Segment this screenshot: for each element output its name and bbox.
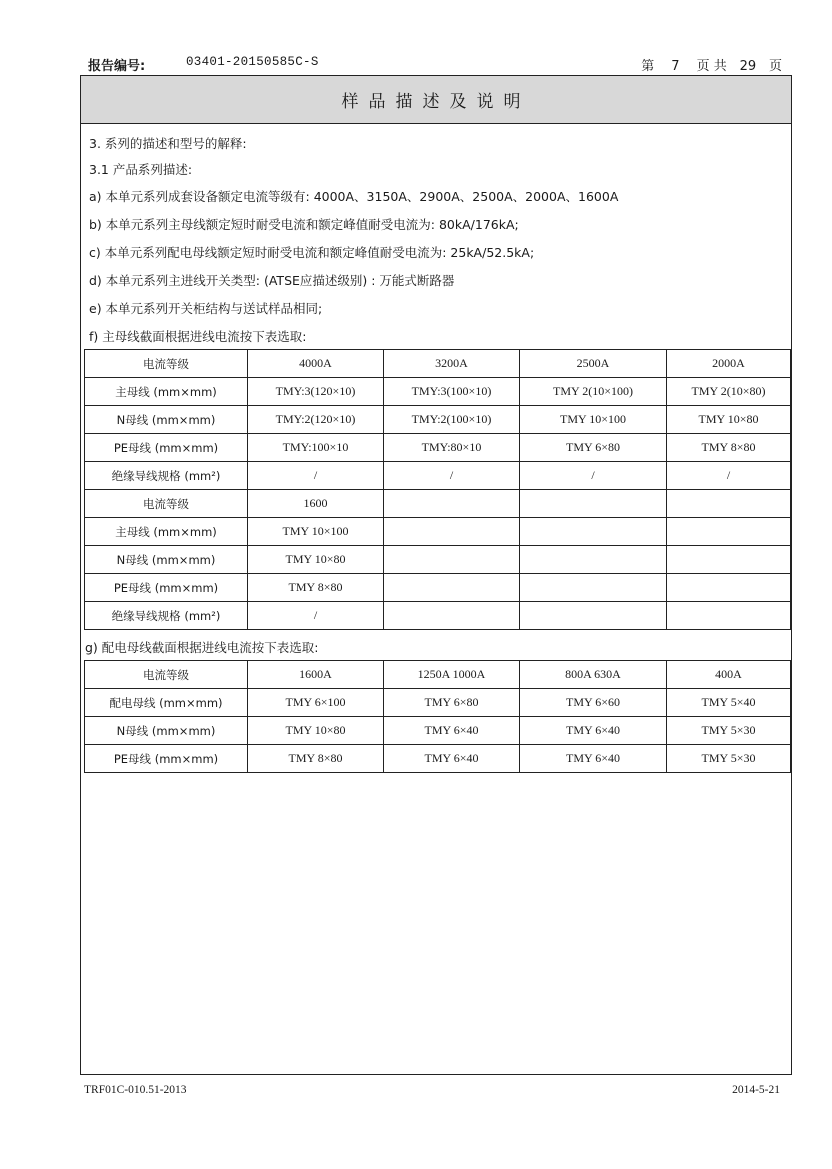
table-cell: TMY 5×30 bbox=[667, 717, 791, 745]
table-cell: 800A 630A bbox=[520, 661, 667, 689]
table-cell: TMY 6×100 bbox=[248, 689, 384, 717]
table-cell: / bbox=[520, 462, 667, 490]
item-e: e) 本单元系列开关柜结构与送试样品相同; bbox=[89, 301, 323, 316]
table-cell: TMY 6×80 bbox=[520, 434, 667, 462]
report-number: 03401-20150585C-S bbox=[186, 55, 319, 69]
row-label-cell: PE母线 (mm×mm) bbox=[85, 745, 248, 773]
table-cell bbox=[520, 546, 667, 574]
table-cell: TMY:2(120×10) bbox=[248, 406, 384, 434]
main-busbar-table bbox=[84, 349, 791, 630]
report-number-label: 报告编号: bbox=[88, 59, 146, 74]
table-cell bbox=[384, 602, 520, 630]
table-cell: 2500A bbox=[520, 350, 667, 378]
table-row bbox=[85, 406, 791, 434]
document-frame bbox=[80, 75, 792, 1075]
table-cell: 400A bbox=[667, 661, 791, 689]
table-cell bbox=[384, 490, 520, 518]
table-cell: TMY 6×40 bbox=[520, 745, 667, 773]
row-label-cell: 绝缘导线规格 (mm²) bbox=[85, 462, 248, 490]
table-row bbox=[85, 490, 791, 518]
page-number: 7 bbox=[671, 59, 680, 74]
table-cell: TMY 10×100 bbox=[520, 406, 667, 434]
page-total: 29 bbox=[739, 59, 757, 74]
table-cell bbox=[667, 518, 791, 546]
table-cell bbox=[667, 490, 791, 518]
table-cell: TMY:3(100×10) bbox=[384, 378, 520, 406]
row-label-cell: 主母线 (mm×mm) bbox=[85, 378, 248, 406]
distribution-busbar-table bbox=[84, 660, 791, 773]
row-label-cell: 电流等级 bbox=[85, 490, 248, 518]
row-label-cell: PE母线 (mm×mm) bbox=[85, 574, 248, 602]
table-row bbox=[85, 546, 791, 574]
table-row bbox=[85, 462, 791, 490]
table-row bbox=[85, 518, 791, 546]
row-label-cell: 电流等级 bbox=[85, 350, 248, 378]
table-row bbox=[85, 602, 791, 630]
table-cell bbox=[667, 574, 791, 602]
row-label-cell: 配电母线 (mm×mm) bbox=[85, 689, 248, 717]
row-label-cell: N母线 (mm×mm) bbox=[85, 406, 248, 434]
table-row bbox=[85, 689, 791, 717]
table-cell bbox=[667, 602, 791, 630]
section-heading: 3. 系列的描述和型号的解释: bbox=[89, 136, 247, 151]
table-cell: TMY 6×80 bbox=[384, 689, 520, 717]
table-cell bbox=[520, 602, 667, 630]
table-cell: TMY 10×80 bbox=[667, 406, 791, 434]
table-cell: / bbox=[248, 602, 384, 630]
table-cell: TMY:3(120×10) bbox=[248, 378, 384, 406]
table-cell: 1600 bbox=[248, 490, 384, 518]
table-row bbox=[85, 717, 791, 745]
form-code: TRF01C-010.51-2013 bbox=[84, 1084, 187, 1096]
item-b: b) 本单元系列主母线额定短时耐受电流和额定峰值耐受电流为: 80kA/176kA; bbox=[89, 217, 519, 232]
row-label-cell: N母线 (mm×mm) bbox=[85, 546, 248, 574]
table-cell: TMY 6×40 bbox=[384, 717, 520, 745]
item-f: f) 主母线截面根据进线电流按下表选取: bbox=[89, 329, 307, 344]
table-cell: 3200A bbox=[384, 350, 520, 378]
row-label-cell: 电流等级 bbox=[85, 661, 248, 689]
table-cell: TMY 6×40 bbox=[384, 745, 520, 773]
table-cell: TMY:2(100×10) bbox=[384, 406, 520, 434]
table-cell: 1250A 1000A bbox=[384, 661, 520, 689]
table-cell: TMY 8×80 bbox=[248, 745, 384, 773]
table-cell: / bbox=[667, 462, 791, 490]
table-cell: 1600A bbox=[248, 661, 384, 689]
table-cell: 2000A bbox=[667, 350, 791, 378]
table-cell: TMY:100×10 bbox=[248, 434, 384, 462]
table-cell: / bbox=[384, 462, 520, 490]
table-cell: TMY 10×80 bbox=[248, 546, 384, 574]
item-c: c) 本单元系列配电母线额定短时耐受电流和额定峰值耐受电流为: 25kA/52.5kA; bbox=[89, 245, 535, 260]
table-cell: TMY 8×80 bbox=[248, 574, 384, 602]
table-cell bbox=[520, 490, 667, 518]
item-d: d) 本单元系列主进线开关类型: (ATSE应描述级别) : 万能式断路器 bbox=[89, 273, 455, 288]
row-label-cell: 绝缘导线规格 (mm²) bbox=[85, 602, 248, 630]
table-cell bbox=[384, 574, 520, 602]
table-row bbox=[85, 434, 791, 462]
table-cell: TMY 2(10×80) bbox=[667, 378, 791, 406]
table-cell: TMY 5×40 bbox=[667, 689, 791, 717]
table-cell: TMY 6×40 bbox=[520, 717, 667, 745]
table-cell bbox=[384, 518, 520, 546]
table-cell bbox=[384, 546, 520, 574]
item-a: a) 本单元系列成套设备额定电流等级有: 4000A、3150A、2900A、2500A、2000A、1600A bbox=[89, 189, 619, 204]
table-cell: 4000A bbox=[248, 350, 384, 378]
table-row bbox=[85, 378, 791, 406]
table-cell: TMY 10×80 bbox=[248, 717, 384, 745]
item-g: g) 配电母线截面根据进线电流按下表选取: bbox=[85, 640, 319, 655]
footer-date: 2014-5-21 bbox=[732, 1084, 780, 1096]
table-cell: TMY 8×80 bbox=[667, 434, 791, 462]
table-cell: / bbox=[248, 462, 384, 490]
row-label-cell: N母线 (mm×mm) bbox=[85, 717, 248, 745]
page-prefix: 第 bbox=[641, 59, 655, 74]
table-row bbox=[85, 745, 791, 773]
table-row bbox=[85, 350, 791, 378]
page-indicator bbox=[641, 55, 782, 74]
table-cell: TMY:80×10 bbox=[384, 434, 520, 462]
subsection-heading: 3.1 产品系列描述: bbox=[89, 162, 193, 177]
table-cell bbox=[520, 518, 667, 546]
table-row bbox=[85, 661, 791, 689]
row-label-cell: PE母线 (mm×mm) bbox=[85, 434, 248, 462]
table-cell bbox=[667, 546, 791, 574]
table-cell bbox=[520, 574, 667, 602]
page-suffix: 页 bbox=[768, 59, 782, 74]
page-mid: 页 共 bbox=[696, 59, 727, 74]
table-row bbox=[85, 574, 791, 602]
row-label-cell: 主母线 (mm×mm) bbox=[85, 518, 248, 546]
table-cell: TMY 2(10×100) bbox=[520, 378, 667, 406]
table-cell: TMY 6×60 bbox=[520, 689, 667, 717]
table-cell: TMY 10×100 bbox=[248, 518, 384, 546]
section-title: 样品描述及说明 bbox=[81, 76, 791, 124]
table-cell: TMY 5×30 bbox=[667, 745, 791, 773]
